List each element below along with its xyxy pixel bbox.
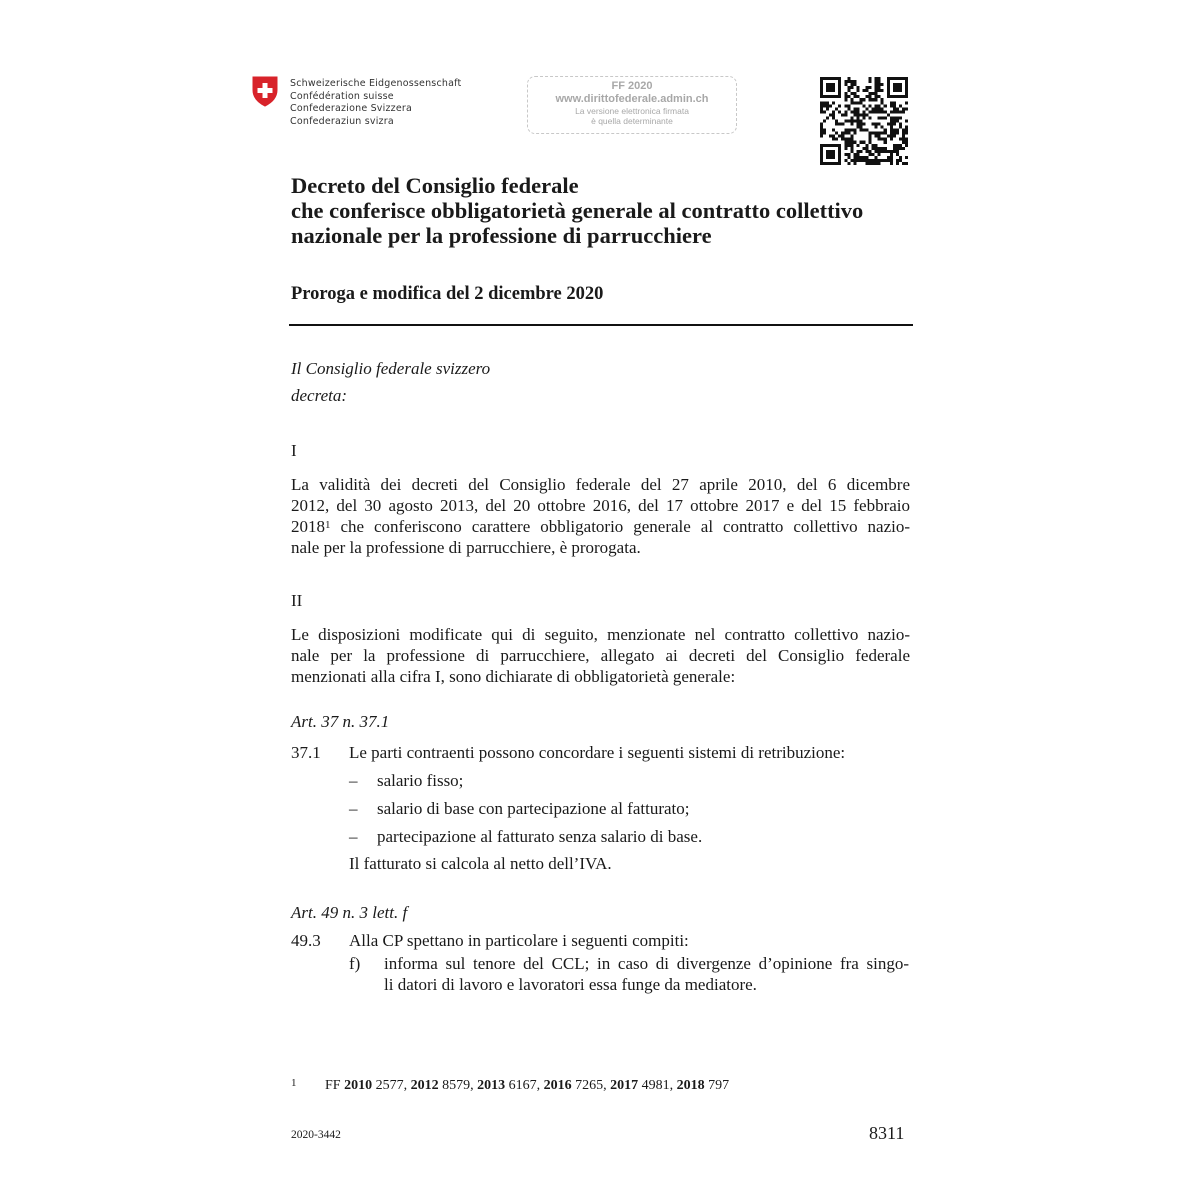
footnote-year: 2010 xyxy=(344,1078,373,1093)
stamp-line-4: è quella determinante xyxy=(591,116,673,126)
section-1-line-3-end: che conferiscono carattere obbligatorio generale al contratto collettivo nazio- xyxy=(330,517,910,536)
article-49-letter-text xyxy=(384,953,909,995)
footnote-segment: 8579, xyxy=(438,1078,478,1093)
section-2-line-2: nale per la professione di parrucchiere, allegato ai decreti del Consiglio federale xyxy=(291,646,910,665)
section-1-line-3 xyxy=(291,516,910,537)
footnote-segment: 6167, xyxy=(505,1078,544,1093)
footnote-segment: 7265, xyxy=(571,1078,611,1093)
qr-code-icon xyxy=(820,77,908,165)
confederation-name-it: Confederazione Svizzera xyxy=(290,103,413,114)
preamble xyxy=(291,355,490,409)
section-2-line-3: menzionati alla cifra I, sono dichiarate di obbligatorietà generale: xyxy=(291,667,736,686)
section-1-line-4: nale per la professione di parrucchiere, è prorogata. xyxy=(291,538,641,557)
footnote-reference: 1 xyxy=(325,519,331,531)
confederation-names xyxy=(290,78,461,128)
stamp-line-2: www.dirittofederale.admin.ch xyxy=(555,93,709,105)
document-subtitle: Proroga e modifica del 2 dicembre 2020 xyxy=(291,284,604,304)
footnote-year: 2018 xyxy=(676,1078,705,1093)
footnote-number: 1 xyxy=(291,1077,297,1089)
stamp-line-3: La versione elettronica firmata xyxy=(575,106,689,116)
preamble-line-1: Il Consiglio federale svizzero xyxy=(291,359,491,378)
article-37-number: 37.1 xyxy=(291,743,321,762)
list-item-dash: – xyxy=(349,799,358,818)
list-item-dash: – xyxy=(349,827,358,846)
article-49-line-2: li datori di lavoro e lavoratori essa funge da mediatore. xyxy=(384,975,757,994)
footnote-year: 2017 xyxy=(610,1078,639,1093)
list-item: salario di base con partecipazione al fatturato; xyxy=(377,799,690,818)
footnote-segment: 4981, xyxy=(638,1078,677,1093)
article-37-heading: Art. 37 n. 37.1 xyxy=(291,712,390,731)
article-37-text: Le parti contraenti possono concordare i seguenti sistemi di retribuzione: xyxy=(349,743,846,762)
page-number: 8311 xyxy=(869,1123,905,1143)
section-2-heading: II xyxy=(291,591,303,610)
section-2-paragraph xyxy=(291,624,910,687)
section-1-line-1: La validità dei decreti del Consiglio federale del 27 aprile 2010, del 6 dicembre xyxy=(291,475,910,494)
footnote-segment: 2577, xyxy=(372,1078,411,1093)
article-49-letter: f) xyxy=(349,954,361,973)
electronic-signature-stamp xyxy=(527,76,737,134)
section-1-heading: I xyxy=(291,441,297,460)
title-line-1: Decreto del Consiglio federale xyxy=(291,173,579,198)
article-49-line-1: informa sul tenore del CCL; in caso di divergenze d’opinione fra singo- xyxy=(384,954,909,973)
document-title xyxy=(291,173,921,248)
footnote-segment: FF xyxy=(325,1078,345,1093)
article-49-number: 49.3 xyxy=(291,931,321,950)
confederation-name-de: Schweizerische Eidgenossenschaft xyxy=(290,78,462,89)
footnote-year: 2012 xyxy=(410,1078,439,1093)
title-line-3: nazionale per la professione di parrucchiere xyxy=(291,223,712,248)
section-1-paragraph xyxy=(291,474,910,558)
section-1-line-2: 2012, del 30 agosto 2013, del 20 ottobre 2016, del 17 ottobre 2017 e del 15 febbraio xyxy=(291,496,910,515)
footnote-year: 2016 xyxy=(543,1078,572,1093)
swiss-crest-icon xyxy=(252,76,278,107)
list-item-dash: – xyxy=(349,771,358,790)
article-49-heading: Art. 49 n. 3 lett. f xyxy=(291,903,408,922)
section-2-line-1: Le disposizioni modificate qui di seguito, menzionate nel contratto collettivo nazio- xyxy=(291,625,910,644)
article-49-text: Alla CP spettano in particolare i seguenti compiti: xyxy=(349,931,689,950)
section-1-line-3-start: 2018 xyxy=(291,517,325,536)
article-37-closing: Il fatturato si calcola al netto dell’IVA. xyxy=(349,854,612,873)
stamp-line-1: FF 2020 xyxy=(611,80,653,92)
preamble-line-2: decreta: xyxy=(291,386,348,405)
title-divider xyxy=(289,324,913,326)
list-item: partecipazione al fatturato senza salario di base. xyxy=(377,827,703,846)
confederation-name-fr: Confédération suisse xyxy=(290,90,394,102)
list-item: salario fisso; xyxy=(377,771,464,790)
confederation-name-rm: Confederaziun svizra xyxy=(290,115,394,127)
title-line-2: che conferisce obbligatorietà generale al contratto collettivo xyxy=(291,198,864,223)
footnote-text xyxy=(325,1078,729,1094)
footnote-segment: 797 xyxy=(704,1078,730,1093)
footnote-year: 2013 xyxy=(477,1078,506,1093)
document-number: 2020-3442 xyxy=(291,1129,341,1141)
